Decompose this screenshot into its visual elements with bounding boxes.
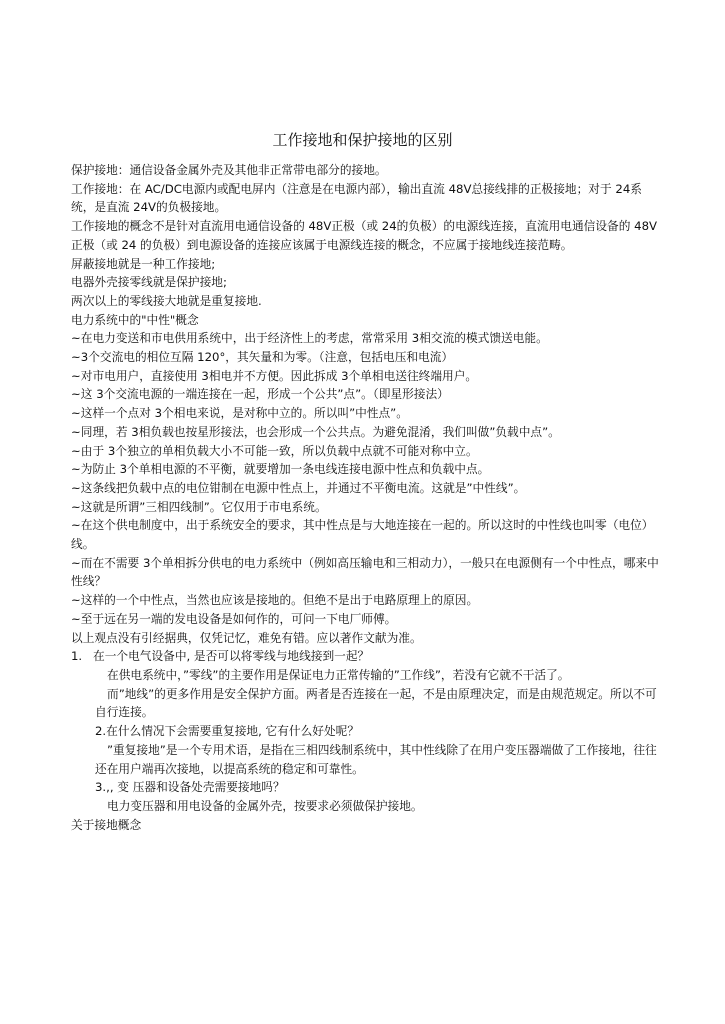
- paragraph: ~同理，若 3相负载也按星形接法，也会形成一个公共点。为避免混淆，我们叫做”负载中点”。: [71, 424, 560, 439]
- paragraph: ~由于 3个独立的单相负载大小不可能一致，所以负载中点就不可能对称中立。: [71, 443, 478, 458]
- qa-answer-3: ”重复接地”是一个专用术语，是指在三相四线制系统中，其中性线除了在用户变压器端做了工作接地，往往还在用户端再次接地，以提高系统的稳定和可靠性。: [95, 742, 657, 776]
- qa-question-1: [71, 647, 661, 666]
- paragraph: ~对市电用户，直接使用 3相电并不方便。因此拆成 3个单相电送往终端用户。: [71, 368, 478, 383]
- paragraph: 工作接地：在 AC/DC电源内或配电屏内（注意是在电源内部），输出直流 48V总接线排的正极接地；对于 24系统，是直流 24V的负极接地。: [71, 181, 642, 215]
- paragraph: ~为防止 3个单相电源的不平衡，就要增加一条电线连接电源中性点和负载中点。: [71, 462, 490, 477]
- paragraph: 两次以上的零线接大地就是重复接地.: [71, 293, 262, 308]
- paragraph: ~在这个供电制度中，出于系统安全的要求，其中性点是与大地连接在一起的。所以这时的中性线也叫零（电位）线。: [71, 518, 654, 552]
- footer-heading: 关于接地概念: [71, 817, 142, 832]
- paragraph: 屏蔽接地就是一种工作接地;: [71, 256, 216, 271]
- paragraph: ~这样的一个中性点，当然也应该是接地的。但绝不是出于电路原理上的原因。: [71, 593, 479, 608]
- paragraph: ~这条线把负载中点的电位钳制在电源中性点上，并通过不平衡电流。这就是”中性线”。: [71, 480, 526, 495]
- qa-question-3: 3.,, 变 压器和设备处壳需要接地吗？: [95, 780, 285, 795]
- paragraph: 工作接地的概念不是针对直流用电通信设备的 48V正极（或 24的负极）的电源线连接，直流用电通信设备的 48V正极（或 24 的负极）到电源设备的连接应该属于电源线连接的概念，不应属于接地线连接范畴。: [71, 219, 658, 252]
- qa-number: 1.: [71, 649, 83, 664]
- paragraph: ~这样一个点对 3个相电来说，是对称中立的。所以叫”中性点”。: [71, 406, 408, 421]
- paragraph: ~这 3个交流电源的一端连接在一起，形成一个公共”点”。（即星形接法）: [71, 387, 449, 402]
- paragraph: ~这就是所谓”三相四线制”。它仅用于市电系统。: [71, 499, 327, 514]
- document-title: 工作接地和保护接地的区别: [272, 131, 453, 149]
- paragraph: ~3个交流电的相位互隔 120°，其矢量和为零。（注意，包括电压和电流）: [71, 350, 454, 365]
- document-body: [71, 161, 661, 834]
- paragraph: ~而在不需要 3个单相拆分供电的电力系统中（例如高压输电和三相动力），一般只在电源侧有一个中性点，哪来中性线？: [71, 555, 659, 589]
- paragraph: 以上观点没有引经据典，仅凭记忆，难免有错。应以著作文献为准。: [71, 630, 422, 645]
- paragraph: ~在电力变送和市电供用系统中，出于经济性上的考虑，常常采用 3相交流的模式馈送电能。: [71, 331, 548, 346]
- qa-answer-4: 电力变压器和用电设备的金属外壳，按要求必须做保护接地。: [107, 798, 423, 813]
- qa-answer-1: 在供电系统中，”零线”的主要作用是保证电力正常传输的”工作线”，若没有它就不干活了。: [107, 667, 570, 682]
- qa-question-text: 在一个电气设备中, 是否可以将零线与地线接到一起？: [93, 649, 370, 664]
- paragraph: 保护接地：通信设备金属外壳及其他非正常带电部分的接地。: [71, 163, 387, 177]
- paragraph: 电力系统中的"中性"概念: [71, 312, 199, 327]
- qa-question-2: 2.在什么情况下会需要重复接地, 它有什么好处呢？: [95, 724, 360, 739]
- paragraph: ~至于远在另一端的发电设备是如何作的，可问一下电厂师傅。: [71, 611, 397, 626]
- paragraph: 电器外壳接零线就是保护接地;: [71, 275, 227, 290]
- qa-answer-2: 而”地线”的更多作用是安全保护方面。两者是否连接在一起，不是由原理决定，而是由规范规定。所以不可自行连接。: [95, 686, 657, 720]
